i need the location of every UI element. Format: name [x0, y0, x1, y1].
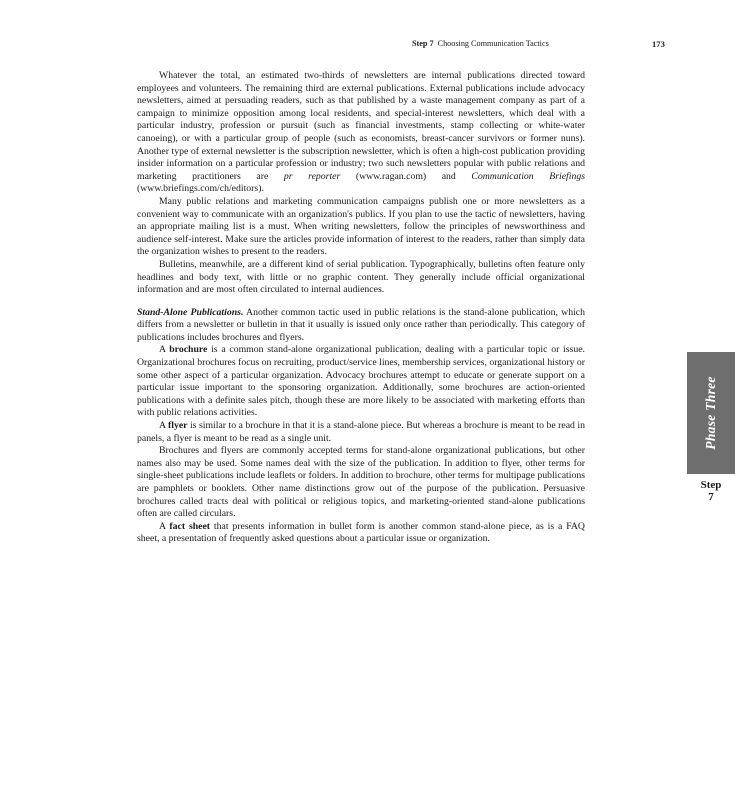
- step-marker-number: 7: [708, 491, 714, 503]
- paragraph-bulletins: Bulletins, meanwhile, are a different kind of serial publication. Typographically, bulletins often feature only headlines and body text, with little or no graphic content. They generally include official organizational information and are most often circulated to internal audiences.: [137, 258, 585, 296]
- publication-title-communication-briefings: Communication Briefings: [471, 170, 586, 182]
- text-run: A: [159, 520, 170, 532]
- running-head-step-label: Step 7: [412, 39, 434, 48]
- text-run: (www.briefings.com/ch/editors).: [137, 183, 264, 195]
- text-run: is similar to a brochure in that it is a stand-alone piece. But whereas a brochure is meant to be read in panels, a flyer is meant to be read as a single unit.: [137, 420, 585, 444]
- text-run: Another common tactic used in public relations is the stand-alone publication, which differs from a newsletter or bulletin in that it usually is issued only once rather than periodically. This category of publications includes brochures and flyers.: [137, 306, 585, 343]
- paragraph-stand-alone-publications: [137, 307, 585, 345]
- paragraph-flyer: [137, 420, 585, 445]
- paragraph-publication-names: Brochures and flyers are commonly accepted terms for stand-alone organizational publications, but other names also may be used. Some names deal with the size of the publication. In addition to flyer, other terms for single-sheet publications include leaflets or folders. In addition to brochure, other terms for multipage publications are pamphlets or booklets. Other name distinctions grow out of the purpose of the publication. Persuasive brochures called tracts deal with political or religious topics, and marketing-oriented stand-alone publications often are called circulars.: [137, 445, 585, 520]
- term-flyer: flyer: [167, 420, 188, 432]
- phase-tab-label: Phase Three: [703, 376, 718, 450]
- body-text: [137, 70, 585, 546]
- text-run: (www.ragan.com) and: [340, 170, 472, 182]
- term-brochure: brochure: [169, 344, 208, 356]
- running-head: [0, 37, 735, 51]
- publication-title-pr-reporter: pr reporter: [283, 170, 341, 182]
- paragraph-newsletter-types: [137, 70, 585, 196]
- step-marker-label: Step: [700, 479, 722, 491]
- paragraph-fact-sheet: [137, 521, 585, 546]
- term-fact-sheet: fact sheet: [169, 520, 211, 532]
- phase-tab: [687, 352, 735, 474]
- paragraph-brochure: [137, 344, 585, 420]
- step-marker: [687, 479, 735, 503]
- paragraph-newsletter-campaigns: Many public relations and marketing communication campaigns publish one or more newsletters as a convenient way to communicate with an organization's publics. If you plan to use the tactic of newsletters, having an appropriate mailing list is a must. When writing newsletters, follow the principles of newsworthiness and audience self-interest. Make sure the articles provide information of interest to the readers, rather than simply data the organization wishes to present to the readers.: [137, 195, 585, 258]
- running-head-chapter: [412, 37, 549, 51]
- running-head-chapter-title: Choosing Communication Tactics: [437, 39, 549, 48]
- text-run: A: [159, 420, 168, 432]
- text-run: that presents information in bullet form is another common stand-alone piece, as is a FAQ sheet, a presentation of frequently asked questions about a particular issue or organization.: [137, 520, 585, 545]
- text-run: A: [159, 344, 170, 356]
- section-heading-stand-alone: Stand-Alone Publications.: [137, 306, 244, 318]
- text-run: is a common stand-alone organizational publication, dealing with a particular topic or issue. Organizational brochures focus on recruiting, product/service lines, membership services, organizational history or some other aspect of a particular organization. Advocacy brochures attempt to educate or generate support on a particular issue important to the sponsoring organization. Additionally, some brochures are action-oriented publications with a definite sales pitch, though these are more likely to be associated with marketing efforts than with public relations activities.: [137, 344, 586, 419]
- text-run: Whatever the total, an estimated two-thirds of newsletters are internal publications directed toward employees and volunteers. The remaining third are external publications. External publications include advocacy newsletters, aimed at persuading readers, such as that published by a waste management company as part of a campaign to minimize opposition among local residents, and special-interest newsletters, which deal with a particular industry, profession or pursuit (such as financial investments, stamp collecting or white-water canoeing), or with a particular group of people (such as economists, breast-cancer survivors or former nuns). Another type of external newsletter is the subscription newsletter, which is often a high-cost publication providing insider information on a particular profession or industry; two such newsletters popular with public relations and marketing practitioners are: [137, 70, 585, 182]
- page-number: 173: [652, 39, 665, 49]
